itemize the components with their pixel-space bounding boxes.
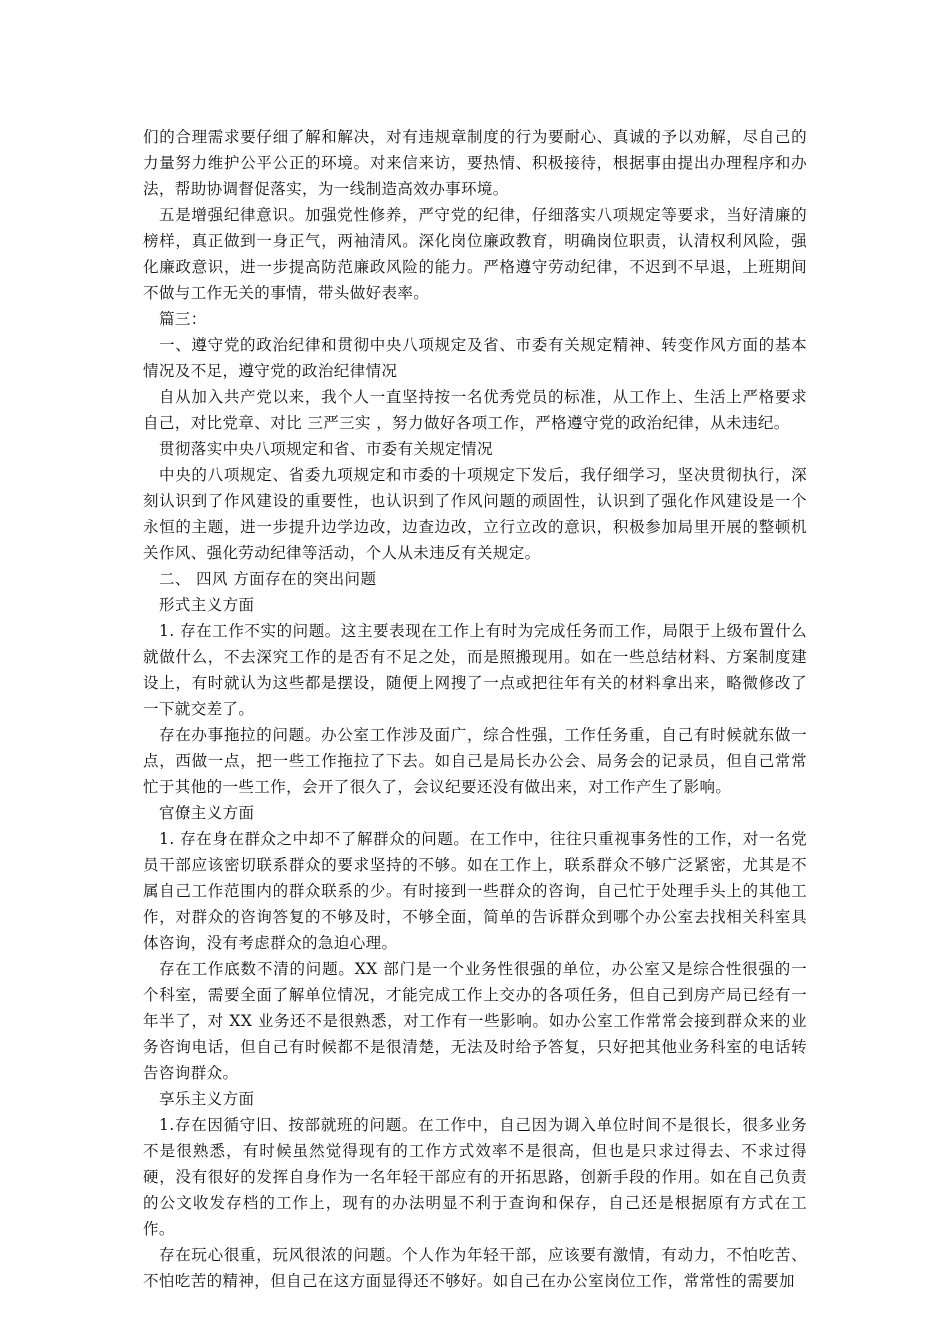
- subsection-heading: 享乐主义方面: [159, 1090, 255, 1108]
- section-heading: 二、 四风 方面存在的突出问题: [159, 570, 377, 588]
- paragraph: 中央的八项规定、省委九项规定和市委的十项规定下发后，我仔细学习，坚决贯彻执行，深刻认识到了作风建设的重要性，也认识到了作风问题的顽固性，认识到了强化作风建设是一个永恒的主题，进一步提升边学边改，边查边改，立行立改的意识，积极参加局里开展的整顿机关作风、强化劳动纪律等活动，个人从未违反有关规定。: [143, 466, 807, 562]
- subsection-heading: 官僚主义方面: [159, 804, 255, 822]
- section-heading: 篇三：: [159, 310, 207, 328]
- paragraph: 五是增强纪律意识。加强党性修养，严守党的纪律，仔细落实八项规定等要求，当好清廉的榜样，真正做到一身正气，两袖清风。深化岗位廉政教育，明确岗位职责，认清权利风险，强化廉政意识，进一步提高防范廉政风险的能力。严格遵守劳动纪律，不迟到不早退，上班期间不做与工作无关的事情，带头做好表率。: [143, 206, 807, 302]
- paragraph: 存在工作底数不清的问题。XX 部门是一个业务性很强的单位，办公室又是综合性很强的一个科室，需要全面了解单位情况，才能完成工作上交办的各项任务，但自己到房产局已经有一年半了，对 XX 业务还不是很熟悉，对工作有一些影响。如办公室工作常常会接到群众来的业务咨询电话，但自己有时候都不是很清楚，无法及时给予答复，只好把其他业务科室的电话转告咨询群众。: [143, 960, 807, 1082]
- paragraph: 存在办事拖拉的问题。办公室工作涉及面广，综合性强，工作任务重，自己有时候就东做一点，西做一点，把一些工作拖拉了下去。如自己是局长办公会、局务会的记录员，但自己常常忙于其他的一些工作，会开了很久了，会议纪要还没有做出来，对工作产生了影响。: [143, 726, 807, 796]
- paragraph: 存在玩心很重，玩风很浓的问题。个人作为年轻干部，应该要有激情，有动力，不怕吃苦、不怕吃苦的精神，但自己在这方面显得还不够好。如自己在办公室岗位工作，常常性的需要加: [143, 1246, 807, 1290]
- subsection-heading: 贯彻落实中央八项规定和省、市委有关规定情况: [159, 440, 493, 458]
- paragraph: 们的合理需求要仔细了解和解决，对有违规章制度的行为要耐心、真诚的予以劝解，尽自己的力量努力维护公平公正的环境。对来信来访，要热情、积极接待，根据事由提出办理程序和办法，帮助协调督促落实，为一线制造高效办事环境。: [143, 128, 807, 198]
- paragraph: 自从加入共产党以来，我个人一直坚持按一名优秀党员的标准，从工作上、生活上严格要求自己，对比党章、对比 三严三实 ，努力做好各项工作，严格遵守党的政治纪律，从未违纪。: [143, 388, 807, 432]
- paragraph: 1. 存在身在群众之中却不了解群众的问题。在工作中，往往只重视事务性的工作，对一名党员干部应该密切联系群众的要求坚持的不够。如在工作上，联系群众不够广泛紧密，尤其是不属自己工作范围内的群众联系的少。有时接到一些群众的咨询，自己忙于处理手头上的其他工作，对群众的咨询答复的不够及时，不够全面，简单的告诉群众到哪个办公室去找相关科室具体咨询，没有考虑群众的急迫心理。: [143, 830, 807, 952]
- paragraph: 1. 存在工作不实的问题。这主要表现在工作上有时为完成任务而工作，局限于上级布置什么就做什么，不去深究工作的是否有不足之处，而是照搬现用。如在一些总结材料、方案制度建设上，有时就认为这些都是摆设，随便上网搜了一点或把往年有关的材料拿出来，略微修改了一下就交差了。: [143, 622, 807, 718]
- section-heading: 一、遵守党的政治纪律和贯彻中央八项规定及省、市委有关规定精神、转变作风方面的基本情况及不足，遵守党的政治纪律情况: [143, 336, 807, 380]
- document-body: [143, 124, 807, 1294]
- subsection-heading: 形式主义方面: [159, 596, 255, 614]
- paragraph: 1.存在因循守旧、按部就班的问题。在工作中，自己因为调入单位时间不是很长，很多业务不是很熟悉，有时候虽然觉得现有的工作方式效率不是很高，但也是只求过得去、不求过得硬，没有很好的发挥自身作为一名年轻干部应有的开拓思路，创新手段的作用。如在自己负责的公文收发存档的工作上，现有的办法明显不利于查询和保存，自己还是根据原有方式在工作。: [143, 1116, 807, 1238]
